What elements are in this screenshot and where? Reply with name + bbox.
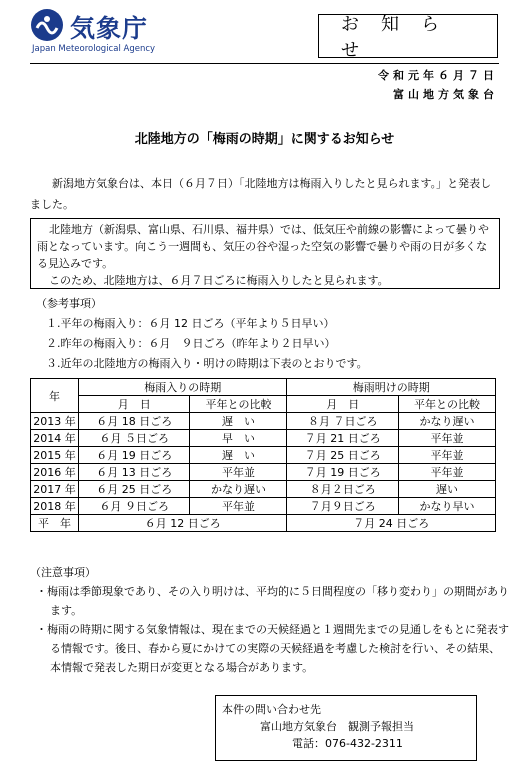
- cell-end-compare: 平年並: [398, 464, 495, 481]
- table-row: [31, 430, 496, 447]
- cell-onset-compare: 早 い: [190, 430, 287, 447]
- agency-name-en: Japan Meteorological Agency: [32, 44, 156, 54]
- cell-onset-compare: 平年並: [190, 464, 287, 481]
- cell-end: ７月 25 日ごろ: [287, 447, 398, 464]
- summary-conclusion: このため、北陸地方は、６月７日ごろに梅雨入りしたと見られます。: [49, 274, 389, 287]
- contact-department: 富山地方気象台 観測予報担当: [260, 720, 414, 733]
- reference-section: [36, 294, 368, 374]
- reference-item: ２.昨年の梅雨入り：６月 ９日ごろ（昨年より２日早い）: [46, 337, 336, 350]
- note-text: 梅雨は季節現象であり、その入り明けは、平均的に５日間程度の「移り変わり」の期間があります。: [47, 585, 509, 617]
- cell-onset-compare: 遅 い: [190, 447, 287, 464]
- intro-paragraph: 新潟地方気象台は、本日（６月７日）「北陸地方は梅雨入りしたと見られます。」と発表しました。: [30, 177, 492, 211]
- reference-item: ３.近年の北陸地方の梅雨入り・明けの時期は下表のとおりです。: [46, 357, 368, 370]
- cell-end: ７月９日ごろ: [287, 498, 398, 515]
- table-row: [31, 481, 496, 498]
- cell-end: ７月 21 日ごろ: [287, 430, 398, 447]
- cell-end-compare: 平年並: [398, 447, 495, 464]
- cell-onset: ６月 13 日ごろ: [79, 464, 190, 481]
- cell-year: 2013 年: [31, 413, 79, 430]
- note-text: 梅雨の時期に関する気象情報は、現在までの天候経過と１週間先までの見通しをもとに発表する情報です。後日、春から夏にかけての実際の天候経過を考慮した検討を行い、その結果、本情報で発表した期日が変更となる場合があります。: [47, 623, 509, 674]
- cell-normal-end: ７月 24 日ごろ: [287, 515, 496, 532]
- note-item: ・梅雨の時期に関する気象情報は、現在までの天候経過と１週間先までの見通しをもとに発表する情報です。後日、春から夏にかけての実際の天候経過を考慮した検討を行い、その結果、本情報で発表した期日が変更となる場合があります。: [36, 623, 509, 674]
- note-item: ・梅雨は季節現象であり、その入り明けは、平均的に５日間程度の「移り変わり」の期間があります。: [36, 585, 509, 617]
- cell-end: ８月 ７日ごろ: [287, 413, 398, 430]
- page-title: 北陸地方の「梅雨の時期」に関するお知らせ: [134, 132, 395, 147]
- cell-onset: ６月 19 日ごろ: [79, 447, 190, 464]
- rainy-season-table: [30, 378, 496, 532]
- table-header-year: 年: [31, 379, 79, 413]
- cell-year: 2014 年: [31, 430, 79, 447]
- contact-heading: 本件の問い合わせ先: [222, 703, 321, 716]
- cell-end: ７月 19 日ごろ: [287, 464, 398, 481]
- jma-emblem-icon: [30, 8, 64, 42]
- cell-end-compare: 遅い: [398, 481, 495, 498]
- cell-onset: ６月 25 日ごろ: [79, 481, 190, 498]
- cell-normal-label: 平 年: [31, 515, 79, 532]
- reference-item: １.平年の梅雨入り：６月 12 日ごろ（平年より５日早い）: [46, 317, 335, 330]
- summary-box: [30, 218, 500, 289]
- table-header-end: 梅雨明けの時期: [287, 379, 496, 396]
- table-header-onset: 梅雨入りの時期: [79, 379, 287, 396]
- jma-logo: [30, 8, 180, 54]
- cell-onset-compare: 平年並: [190, 498, 287, 515]
- issuing-office: 富山地方気象台: [393, 88, 498, 101]
- cell-year: 2016 年: [31, 464, 79, 481]
- contact-phone: 電話：076-432-2311: [292, 737, 403, 750]
- cell-onset-compare: 遅 い: [190, 413, 287, 430]
- notes-section: [30, 563, 510, 677]
- notice-label: お知らせ: [318, 14, 498, 58]
- cell-year: 2015 年: [31, 447, 79, 464]
- table-row: [31, 464, 496, 481]
- agency-name-jp: 気象庁: [70, 14, 149, 43]
- table-subheader-compare: 平年との比較: [190, 396, 287, 413]
- table-subheader-date: 月 日: [79, 396, 190, 413]
- cell-onset: ６月 ９日ごろ: [79, 498, 190, 515]
- table-subheader-compare: 平年との比較: [398, 396, 495, 413]
- cell-end-compare: 平年並: [398, 430, 495, 447]
- reference-heading: （参考事項）: [36, 297, 102, 310]
- cell-end-compare: かなり遅い: [398, 413, 495, 430]
- cell-onset-compare: かなり遅い: [190, 481, 287, 498]
- table-row: [31, 498, 496, 515]
- notes-heading: （注意事項）: [30, 566, 96, 579]
- cell-year: 2017 年: [31, 481, 79, 498]
- header-divider: [30, 63, 499, 64]
- table-row: [31, 447, 496, 464]
- table-row: [31, 413, 496, 430]
- cell-end-compare: かなり早い: [398, 498, 495, 515]
- cell-onset: ６月 18 日ごろ: [79, 413, 190, 430]
- summary-paragraph: 北陸地方（新潟県、富山県、石川県、福井県）では、低気圧や前線の影響によって曇りや雨となっています。向こう一週間も、気圧の谷や湿った空気の影響で曇りや雨の日が多くなる見込みです。: [37, 223, 489, 270]
- contact-box: [215, 695, 477, 761]
- issue-date: 令和元年６月７日: [378, 69, 498, 82]
- cell-onset: ６月 ５日ごろ: [79, 430, 190, 447]
- cell-year: 2018 年: [31, 498, 79, 515]
- table-subheader-date: 月 日: [287, 396, 398, 413]
- cell-end: ８月２日ごろ: [287, 481, 398, 498]
- cell-normal-onset: ６月 12 日ごろ: [79, 515, 287, 532]
- table-row-normal: [31, 515, 496, 532]
